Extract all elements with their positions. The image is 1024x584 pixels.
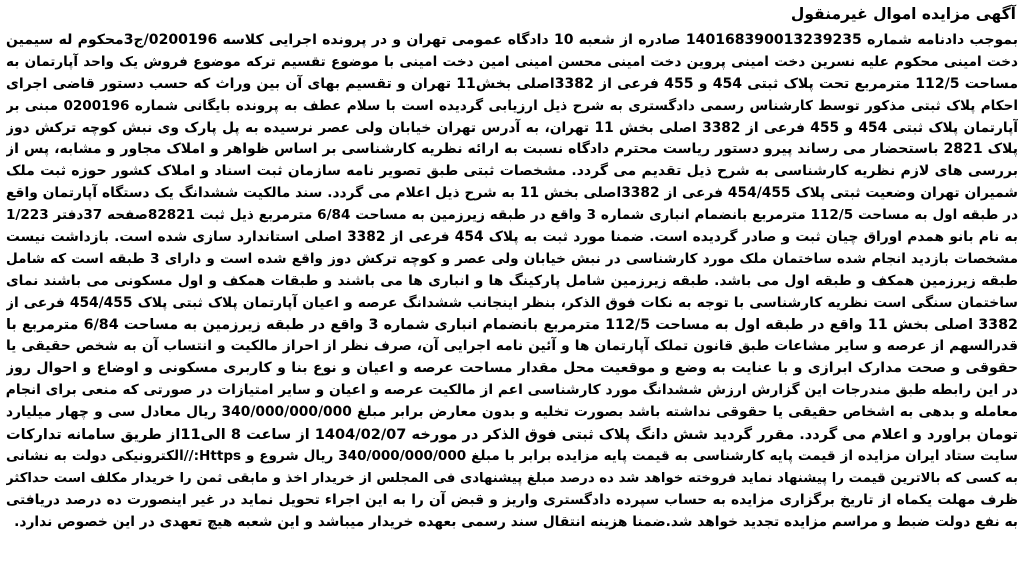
notice-title: آگهی مزایده اموال غیرمنقول (790, 5, 1016, 23)
body-line: قدرالسهم از عرصه و سایر مشاعات طبق قانون تملک آپارتمان ها و آئین نامه اجرایی آن، صرف نظر از احراز مالکیت و انتساب آن به شخص حقیقی یا (6, 338, 1018, 355)
body-line: ساختمان سنگی است نظریه کارشناسی با توجه به نکات فوق الذکر، بنظر اینجانب ششدانگ عرصه و اعیان آپارتمان پلاک ثبتی پلاک 454/455 فرعی از (6, 294, 1018, 311)
body-line: تومان براورد و اعلام می گردد. مقرر گردید شش دانگ پلاک ثبتی فوق الذکر در مورخه 1404/02/07 از ساعت 8 الی11از طریق سامانه تدارکات (6, 426, 1018, 444)
body-line: شمیران تهران وضعیت ثبتی پلاک 454/455 فرعی از 3382اصلی بخش 11 به شرح ذیل اعلام می گردد. سند مالکیت ششدانگ یک دستگاه آپارتمان واقع (6, 185, 1018, 202)
body-line: مشخصات بازدید انجام شده ساختمان ملک مورد کارشناسی در نبش خیابان ولی عصر و کوچه ترکش دوز واقع شده است و دارای 3 طبقه است که شامل (6, 250, 1018, 267)
body-line-last: به نفع دولت ضبط و مراسم مزایده تجدید خواهد شد.ضمنا هزینه انتقال سند رسمی بعهده خریدار میباشد و این شعبه هیچ تعهدی در این خصوص ندارد. (14, 513, 1018, 530)
body-line: سایت ستاد ایران مزایده از قیمت پایه کارشناسی به قیمت پایه مزایده برابر با مبلغ 340/000/000/000 ریال شروع و Https://الکترونیکی دولت به نشانی (6, 447, 1018, 464)
body-line: بموجب دادنامه شماره 140168390013239235 صادره از شعبه 10 دادگاه عمومی تهران و در پرونده اجرایی کلاسه 0200196/ج3محکوم له سیمین (6, 32, 1018, 48)
body-line: مساحت 112/5 مترمربع تحت پلاک ثبتی 454 و 455 فرعی از 3382اصلی بخش11 تهران و تقسیم بهای آن بین وراث که حسب دستور قاضی اجرای (6, 75, 1018, 92)
body-line: 3382 اصلی بخش 11 واقع در طبقه اول به مساحت 112/5 مترمربع بانضمام انباری شماره 3 واقع در طبقه زیرزمین به مساحت 6/84 مترمربع با (6, 316, 1018, 333)
body-line: پلاک 2821 باستحضار می رساند پیرو دستور ریاست محترم دادگاه نسبت به ارائه نظریه کارشناسی بر اساس ظواهر و املاک مجاور و مشابه، پس از (6, 141, 1018, 158)
body-line: ظرف مهلت یکماه از تاریخ برگزاری مزایده به حساب سپرده دادگستری واریز و قبض آن را به این اجراء تحویل نماید در غیر اینصورت ده درصد دریافتی (6, 491, 1018, 508)
body-line: به نام بانو همدم اوراق چیان ثبت و صادر گردیده است. ضمنا مورد ثبت به پلاک 454 فرعی از 3382 اصلی استاندارد سازی شده است. بازداشت نیست (6, 229, 1018, 246)
notice-body (6, 30, 1018, 533)
body-line: در این رابطه طبق مندرجات این گزارش ارزش ششدانگ مورد کارشناسی اعم از مالکیت عرصه و اعیان و سایر امتیازات در صورتی که منعی برای انجام (6, 382, 1018, 399)
body-line: طبقه زیرزمین همکف و طبقه اول می باشد. طبقه زیرزمین شامل پارکینگ ها و انباری ها می باشند و طبقات همکف و اول مسکونی می باشند نمای (6, 272, 1018, 289)
body-line: دخت امینی محکوم علیه نسرین دخت امینی پروین دخت امینی محسن امینی امین دخت امینی با موضوع تقسیم ترکه موضوع فروش یک واحد آپارتمان به (6, 53, 1018, 70)
body-line: بررسی های لازم نظریه کارشناسی به شرح ذیل تقدیم می گردد. مشخصات ثبتی طبق تصویر نامه سازمان ثبت اسناد و املاک کشور حوزه ثبت ملک (6, 163, 1018, 180)
body-line: به کسی که بالاترین قیمت را پیشنهاد نماید فروخته خواهد شد ده درصد مبلغ پیشنهادی فی المجلس از خریدار اخذ و مابقی ثمن را خریدار مکلف است حداکثر (6, 470, 1018, 486)
notice-page (6, 2, 1018, 582)
body-line: حقوقی و صحت مدارک ابرازی و با عنایت به وضع و موقعیت محل مقدار مساحت عرصه و اعیان و نوع بنا و کاربری مسکونی و اوضاع و احوال روز (6, 360, 1018, 377)
body-line: معامله و بدهی به اشخاص حقیقی یا حقوقی نداشته باشد بصورت تخلیه و بدون معارض برابر مبلغ 340/000/000/000 ریال معادل سی و چهار میلیارد (6, 404, 1018, 421)
body-line: در طبقه اول به مساحت 112/5 مترمربع بانضمام انباری شماره 3 واقع در طبقه زیرزمین به مساحت 6/84 مترمربع ذیل ثبت 82821صفحه 37دفتر 1/223 (6, 207, 1018, 224)
body-line: احکام پلاک ثبتی مذکور توسط کارشناس رسمی دادگستری به شرح ذیل ارزیابی گردیده است با سلام عطف به پرونده بایگانی شماره 0200196 مبنی بر (6, 97, 1018, 114)
body-line: آپارتمان پلاک ثبتی 454 و 455 فرعی از 3382 اصلی بخش 11 تهران، به آدرس تهران خیابان ولی عصر نرسیده به پل پارک وی نبش کوچه ترکش دوز (6, 119, 1018, 136)
